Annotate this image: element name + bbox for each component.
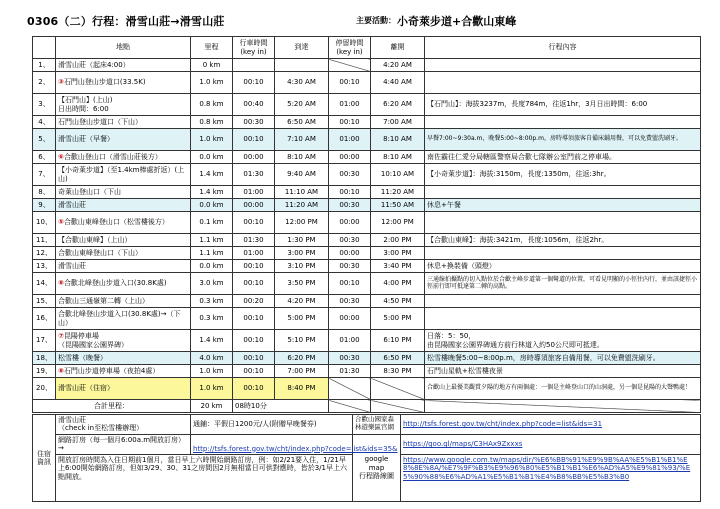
row-depart: 4:50 PM [371, 295, 425, 308]
table-header-row [33, 37, 701, 59]
row-location-text: 合歡山東峰登山口（下山） [58, 248, 142, 257]
lodging-price: 通鋪：平假日1200元/人(附贈早晚餐券) [191, 415, 353, 435]
header-depart: 離開 [371, 37, 425, 59]
row-distance: 0.0 km [191, 199, 233, 212]
row-stay-time: 01:30 [329, 365, 371, 378]
row-notes: 合歡山上最優美觀賞夕陽的地方有兩個處：一個是主峰登山口的山洞處，另一個是昆陽的大聲鴨處！ [425, 378, 701, 400]
map-marker-number: ⑦ [58, 332, 64, 341]
header-distance: 里程 [191, 37, 233, 59]
row-location [56, 234, 191, 247]
row-location-text: 松雪樓（晚餐） [58, 353, 107, 362]
row-distance: 0.0 km [191, 260, 233, 273]
row-depart: 7:00 AM [371, 116, 425, 129]
header-notes: 行程內容 [425, 37, 701, 59]
map-long-link[interactable]: https://www.google.com.tw/maps/dir/%E6%BB%91%E9%9B%AA%E5%B1%B1%E8%8E%8A/%E7%9F%B3%E9%96%80%E5%B1%B1%E6%AD%A5%E9%81%93/%E5%90%88%E6%AD%A1%E5%B1%B1%E4%B8%BB%E5%B3%B0 [401, 455, 701, 502]
row-notes: 南佐霸往仁愛分局轄區警察局合歡七隊辦公室門前之停車場。 [425, 151, 701, 164]
row-number: 12、 [33, 247, 56, 260]
row-distance: 4.0 km [191, 352, 233, 365]
row-arrive: 5:00 PM [275, 308, 329, 330]
row-location-text: 合歡山東峰登山口（松雪樓後方） [63, 218, 169, 227]
row-depart: 3:40 PM [371, 260, 425, 273]
row-location [56, 94, 191, 116]
row-location-text: 石門山登山步道口（下山） [58, 117, 142, 126]
row-drive-time: 01:00 [233, 247, 275, 260]
row-distance: 0.0 km [191, 151, 233, 164]
map-marker-number: ⑥ [58, 152, 64, 161]
row-location [56, 330, 191, 352]
row-depart: 12:00 PM [371, 212, 425, 234]
row-drive-time [233, 59, 275, 72]
map-marker-number: ⑤ [58, 218, 64, 227]
row-stay-time: 00:00 [329, 212, 371, 234]
row-arrive: 9:40 AM [275, 164, 329, 186]
row-drive-time: 01:30 [233, 164, 275, 186]
row-depart: 8:30 PM [371, 365, 425, 378]
table-row [33, 212, 701, 234]
itinerary-table [32, 36, 701, 413]
row-drive-time: 00:10 [233, 378, 275, 400]
row-number: 13、 [33, 260, 56, 273]
row-arrive: 11:10 AM [275, 186, 329, 199]
table-row [33, 234, 701, 247]
row-drive-time: 01:00 [233, 186, 275, 199]
table-row [33, 151, 701, 164]
row-distance: 1.1 km [191, 234, 233, 247]
row-location [56, 59, 191, 72]
row-depart [371, 378, 425, 400]
row-arrive: 1:30 PM [275, 234, 329, 247]
row-notes [425, 247, 701, 260]
row-location [56, 151, 191, 164]
row-depart: 6:20 AM [371, 94, 425, 116]
row-notes [425, 186, 701, 199]
row-stay-time: 00:30 [329, 199, 371, 212]
row-stay-time: 00:30 [329, 295, 371, 308]
header-drive-time: 行車時間 (key in) [233, 37, 275, 59]
row-depart: 3:00 PM [371, 247, 425, 260]
row-location [56, 295, 191, 308]
row-stay-time: 00:00 [329, 308, 371, 330]
row-notes [425, 59, 701, 72]
row-drive-time: 00:30 [233, 116, 275, 129]
row-notes [425, 308, 701, 330]
row-location-text: 合歡北峰登山步道入口(30.8K處)→（下山） [58, 310, 181, 327]
row-notes: 休息+午餐 [425, 199, 701, 212]
row-depart: 6:10 PM [371, 330, 425, 352]
row-location [56, 247, 191, 260]
row-stay-time: 01:00 [329, 129, 371, 151]
header-location: 地點 [56, 37, 191, 59]
row-arrive: 4:20 PM [275, 295, 329, 308]
row-depart: 11:50 AM [371, 199, 425, 212]
row-location-text: 【合歡山東峰】（上山） [58, 235, 132, 244]
activity-label: 主要活動： [356, 16, 396, 25]
row-number: 20、 [33, 378, 56, 400]
total-empty-a [329, 400, 371, 413]
row-arrive [275, 59, 329, 72]
row-arrive: 8:10 AM [275, 151, 329, 164]
table-row [33, 59, 701, 72]
row-number: 2、 [33, 72, 56, 94]
row-number: 18、 [33, 352, 56, 365]
row-distance: 0.8 km [191, 94, 233, 116]
row-stay-time: 00:30 [329, 352, 371, 365]
activity-value: 小奇萊步道+合歡山東峰 [397, 15, 517, 28]
row-depart: 11:20 AM [371, 186, 425, 199]
table-row [33, 352, 701, 365]
row-distance: 1.0 km [191, 72, 233, 94]
row-stay-time: 00:10 [329, 116, 371, 129]
total-drive: 08時10分 [233, 400, 329, 413]
table-row [33, 273, 701, 295]
row-arrive: 7:00 PM [275, 365, 329, 378]
table-row [33, 116, 701, 129]
row-depart: 2:00 PM [371, 234, 425, 247]
row-stay-time: 00:10 [329, 273, 371, 295]
row-drive-time: 00:10 [233, 129, 275, 151]
row-notes: 三通線拍攝點的切入點位於合歡主峰步道第一個彎道的位置，可看見明顯的小徑往內行，並由該捷徑小徑前行即可抵達第二轉的高點。 [425, 273, 701, 295]
table-row [33, 164, 701, 186]
row-arrive: 11:20 AM [275, 199, 329, 212]
row-location [56, 116, 191, 129]
row-location-text: 滑雪山莊（起床4:00） [58, 60, 130, 69]
row-drive-time: 00:10 [233, 352, 275, 365]
row-location-text: 【小奇萊步道】（至1.4km棒處折返）(上山) [58, 166, 185, 183]
row-notes: 【合歡山東峰】：海拔:3421m，長度:1056m，往返2hr。 [425, 234, 701, 247]
row-location [56, 378, 191, 400]
row-number: 4、 [33, 116, 56, 129]
row-location [56, 260, 191, 273]
row-location-text: 昆陽停車場 （昆陽國家公園界碑） [58, 332, 128, 349]
row-depart: 8:10 AM [371, 151, 425, 164]
row-arrive: 3:10 PM [275, 260, 329, 273]
forest-site-label: 合歡山國家森林遊樂區官網 [353, 415, 401, 435]
booking-rules: 開放訂房時間為入住日期前1個月，當日早上六時開始網路訂房，例：如2/21要入住，1/21早上6:00開始網路訂房，但如3/29、30、31之房間因2月無相當日可供對應時，皆於3/1早上六點開放。 [56, 455, 353, 502]
row-number: 11、 [33, 234, 56, 247]
row-stay-time: 00:00 [329, 247, 371, 260]
row-depart: 4:20 AM [371, 59, 425, 72]
row-distance: 1.4 km [191, 186, 233, 199]
row-stay-time: 00:10 [329, 186, 371, 199]
row-arrive: 8:40 PM [275, 378, 329, 400]
row-arrive: 3:00 PM [275, 247, 329, 260]
row-notes: 【小奇萊步道】：海拔:3150m，長度:1350m，往返:3hr。 [425, 164, 701, 186]
row-drive-time: 00:40 [233, 94, 275, 116]
row-distance: 1.0 km [191, 365, 233, 378]
row-stay-time: 01:00 [329, 330, 371, 352]
row-notes [425, 295, 701, 308]
row-distance: 1.0 km [191, 378, 233, 400]
row-drive-time: 00:10 [233, 260, 275, 273]
row-notes [425, 212, 701, 234]
row-distance: 1.0 km [191, 129, 233, 151]
table-row [33, 365, 701, 378]
row-location [56, 273, 191, 295]
row-depart: 4:00 PM [371, 273, 425, 295]
row-number: 16、 [33, 308, 56, 330]
row-depart: 5:00 PM [371, 308, 425, 330]
row-drive-time: 01:30 [233, 234, 275, 247]
row-number: 17、 [33, 330, 56, 352]
table-row [33, 378, 701, 400]
table-row [33, 295, 701, 308]
row-number: 3、 [33, 94, 56, 116]
row-distance: 0.8 km [191, 116, 233, 129]
row-number: 9、 [33, 199, 56, 212]
row-depart: 6:50 PM [371, 352, 425, 365]
row-number: 14、 [33, 273, 56, 295]
row-location [56, 129, 191, 151]
row-number: 8、 [33, 186, 56, 199]
row-drive-time: 00:10 [233, 72, 275, 94]
row-stay-time [329, 59, 371, 72]
row-arrive: 6:50 AM [275, 116, 329, 129]
row-stay-time: 00:10 [329, 72, 371, 94]
row-location-text: 合歡山登山口（滑雪山莊後方） [63, 152, 162, 161]
map-short-link[interactable]: https://goo.gl/maps/C3HAx9Zxxxs [401, 435, 701, 455]
row-location-text: 石門山登山步道口(33.5K) [63, 78, 146, 87]
row-location [56, 212, 191, 234]
table-row [33, 308, 701, 330]
row-notes: 日落：5：50， 由昆陽國家公園界碑通方前行林道入約50公尺即可抵達。 [425, 330, 701, 352]
total-distance: 20 km [191, 400, 233, 413]
booking-note: 網路訂房（每一個月6:00a.m開放訂房）→ [56, 435, 191, 455]
row-stay-time: 01:00 [329, 94, 371, 116]
lodging-label: 住宿 資訊 [33, 415, 56, 502]
row-notes: 休息+換裝備（頭燈） [425, 260, 701, 273]
row-location-text: 【石門山】(上山) 日出時間：6:00 [58, 96, 113, 113]
row-location [56, 365, 191, 378]
table-row [33, 129, 701, 151]
total-label: 合計里程： [33, 400, 191, 413]
row-drive-time: 00:00 [233, 151, 275, 164]
table-row [33, 260, 701, 273]
row-depart: 10:10 AM [371, 164, 425, 186]
row-notes: 【石門山】：海拔3237m，長度784m，往返1hr，3月日出時間：6:00 [425, 94, 701, 116]
lodging-name: 滑雪山莊 （check in至松雪樓辦理） [56, 415, 191, 435]
table-row [33, 72, 701, 94]
row-number: 7、 [33, 164, 56, 186]
row-distance: 0.1 km [191, 212, 233, 234]
row-arrive: 4:30 AM [275, 72, 329, 94]
row-location [56, 72, 191, 94]
row-stay-time: 00:30 [329, 234, 371, 247]
map-marker-number: ③ [58, 78, 64, 87]
row-number: 5、 [33, 129, 56, 151]
row-arrive: 5:10 PM [275, 330, 329, 352]
row-distance: 0.3 km [191, 308, 233, 330]
map-marker-number: ⑧ [58, 366, 64, 375]
row-stay-time: 00:30 [329, 164, 371, 186]
row-drive-time: 00:10 [233, 212, 275, 234]
row-drive-time: 00:10 [233, 308, 275, 330]
row-location-text: 合歡北峰登山步道入口(30.8K處) [63, 279, 167, 288]
total-empty-c [425, 400, 701, 413]
row-drive-time: 00:20 [233, 295, 275, 308]
row-location-text: 滑雪山莊（住宿） [58, 384, 114, 393]
table-row [33, 199, 701, 212]
row-location-text: 奇萊山登山口（下山 [58, 187, 121, 196]
row-notes: 松雪樓晚餐5:00~8:00p.m，房時導須旅客自備用餐，可以免費盥洗刷牙。 [425, 352, 701, 365]
row-number: 19、 [33, 365, 56, 378]
header-stay-time: 停留時間 (key in) [329, 37, 371, 59]
row-location [56, 199, 191, 212]
map-label: google map 行程路線圖 [353, 435, 401, 502]
map-marker-number: ⑧ [58, 279, 64, 288]
row-distance: 3.0 km [191, 273, 233, 295]
table-row [33, 330, 701, 352]
table-row [33, 247, 701, 260]
row-stay-time [329, 378, 371, 400]
row-number: 10、 [33, 212, 56, 234]
row-distance: 1.4 km [191, 330, 233, 352]
row-drive-time: 00:10 [233, 330, 275, 352]
row-notes: 石門山星軌+松雪樓夜景 [425, 365, 701, 378]
row-distance: 1.4 km [191, 164, 233, 186]
total-row [33, 400, 701, 413]
row-location-text: 石門山步道停車場（夜拍4處） [63, 366, 160, 375]
row-arrive: 7:10 AM [275, 129, 329, 151]
row-stay-time: 00:30 [329, 260, 371, 273]
row-drive-time: 00:10 [233, 365, 275, 378]
row-number: 6、 [33, 151, 56, 164]
table-row [33, 94, 701, 116]
row-location-text: 合歡山三通嶺第二轉（上山） [58, 296, 149, 305]
row-arrive: 6:20 PM [275, 352, 329, 365]
row-depart: 8:10 AM [371, 129, 425, 151]
booking-link[interactable]: http://tsfs.forest.gov.tw/cht/index.php?code=list&ids=35& [191, 435, 353, 455]
table-row [33, 186, 701, 199]
row-location [56, 164, 191, 186]
row-location-text: 滑雪山莊（早餐） [58, 135, 114, 144]
row-arrive: 3:50 PM [275, 273, 329, 295]
itinerary-title: 0306（二）行程：滑雪山莊→滑雪山莊 [27, 15, 225, 28]
row-distance: 0.3 km [191, 295, 233, 308]
row-depart: 4:40 AM [371, 72, 425, 94]
row-number: 15、 [33, 295, 56, 308]
row-arrive: 5:20 AM [275, 94, 329, 116]
row-distance: 0 km [191, 59, 233, 72]
row-location [56, 308, 191, 330]
row-location [56, 352, 191, 365]
row-location [56, 186, 191, 199]
lodging-info [32, 414, 700, 502]
row-notes [425, 116, 701, 129]
header-arrive: 到達 [275, 37, 329, 59]
row-distance: 1.1 km [191, 247, 233, 260]
total-empty-b [371, 400, 425, 413]
row-notes: 早餐7:00~9:30a.m，晚餐5:00~8:00p.m，房時導須旅客自備床鋪用餐，可以免費盥洗刷牙。 [425, 129, 701, 151]
header-no [33, 37, 56, 59]
row-location-text: 滑雪山莊 [58, 261, 86, 270]
row-number: 1、 [33, 59, 56, 72]
row-location-text: 滑雪山莊 [58, 200, 86, 209]
forest-site-link[interactable]: http://tsfs.forest.gov.tw/cht/index.php?code=list&ids=31 [401, 415, 701, 435]
row-drive-time: 00:10 [233, 273, 275, 295]
row-stay-time: 00:00 [329, 151, 371, 164]
row-arrive: 12:00 PM [275, 212, 329, 234]
row-drive-time: 00:00 [233, 199, 275, 212]
row-notes [425, 72, 701, 94]
